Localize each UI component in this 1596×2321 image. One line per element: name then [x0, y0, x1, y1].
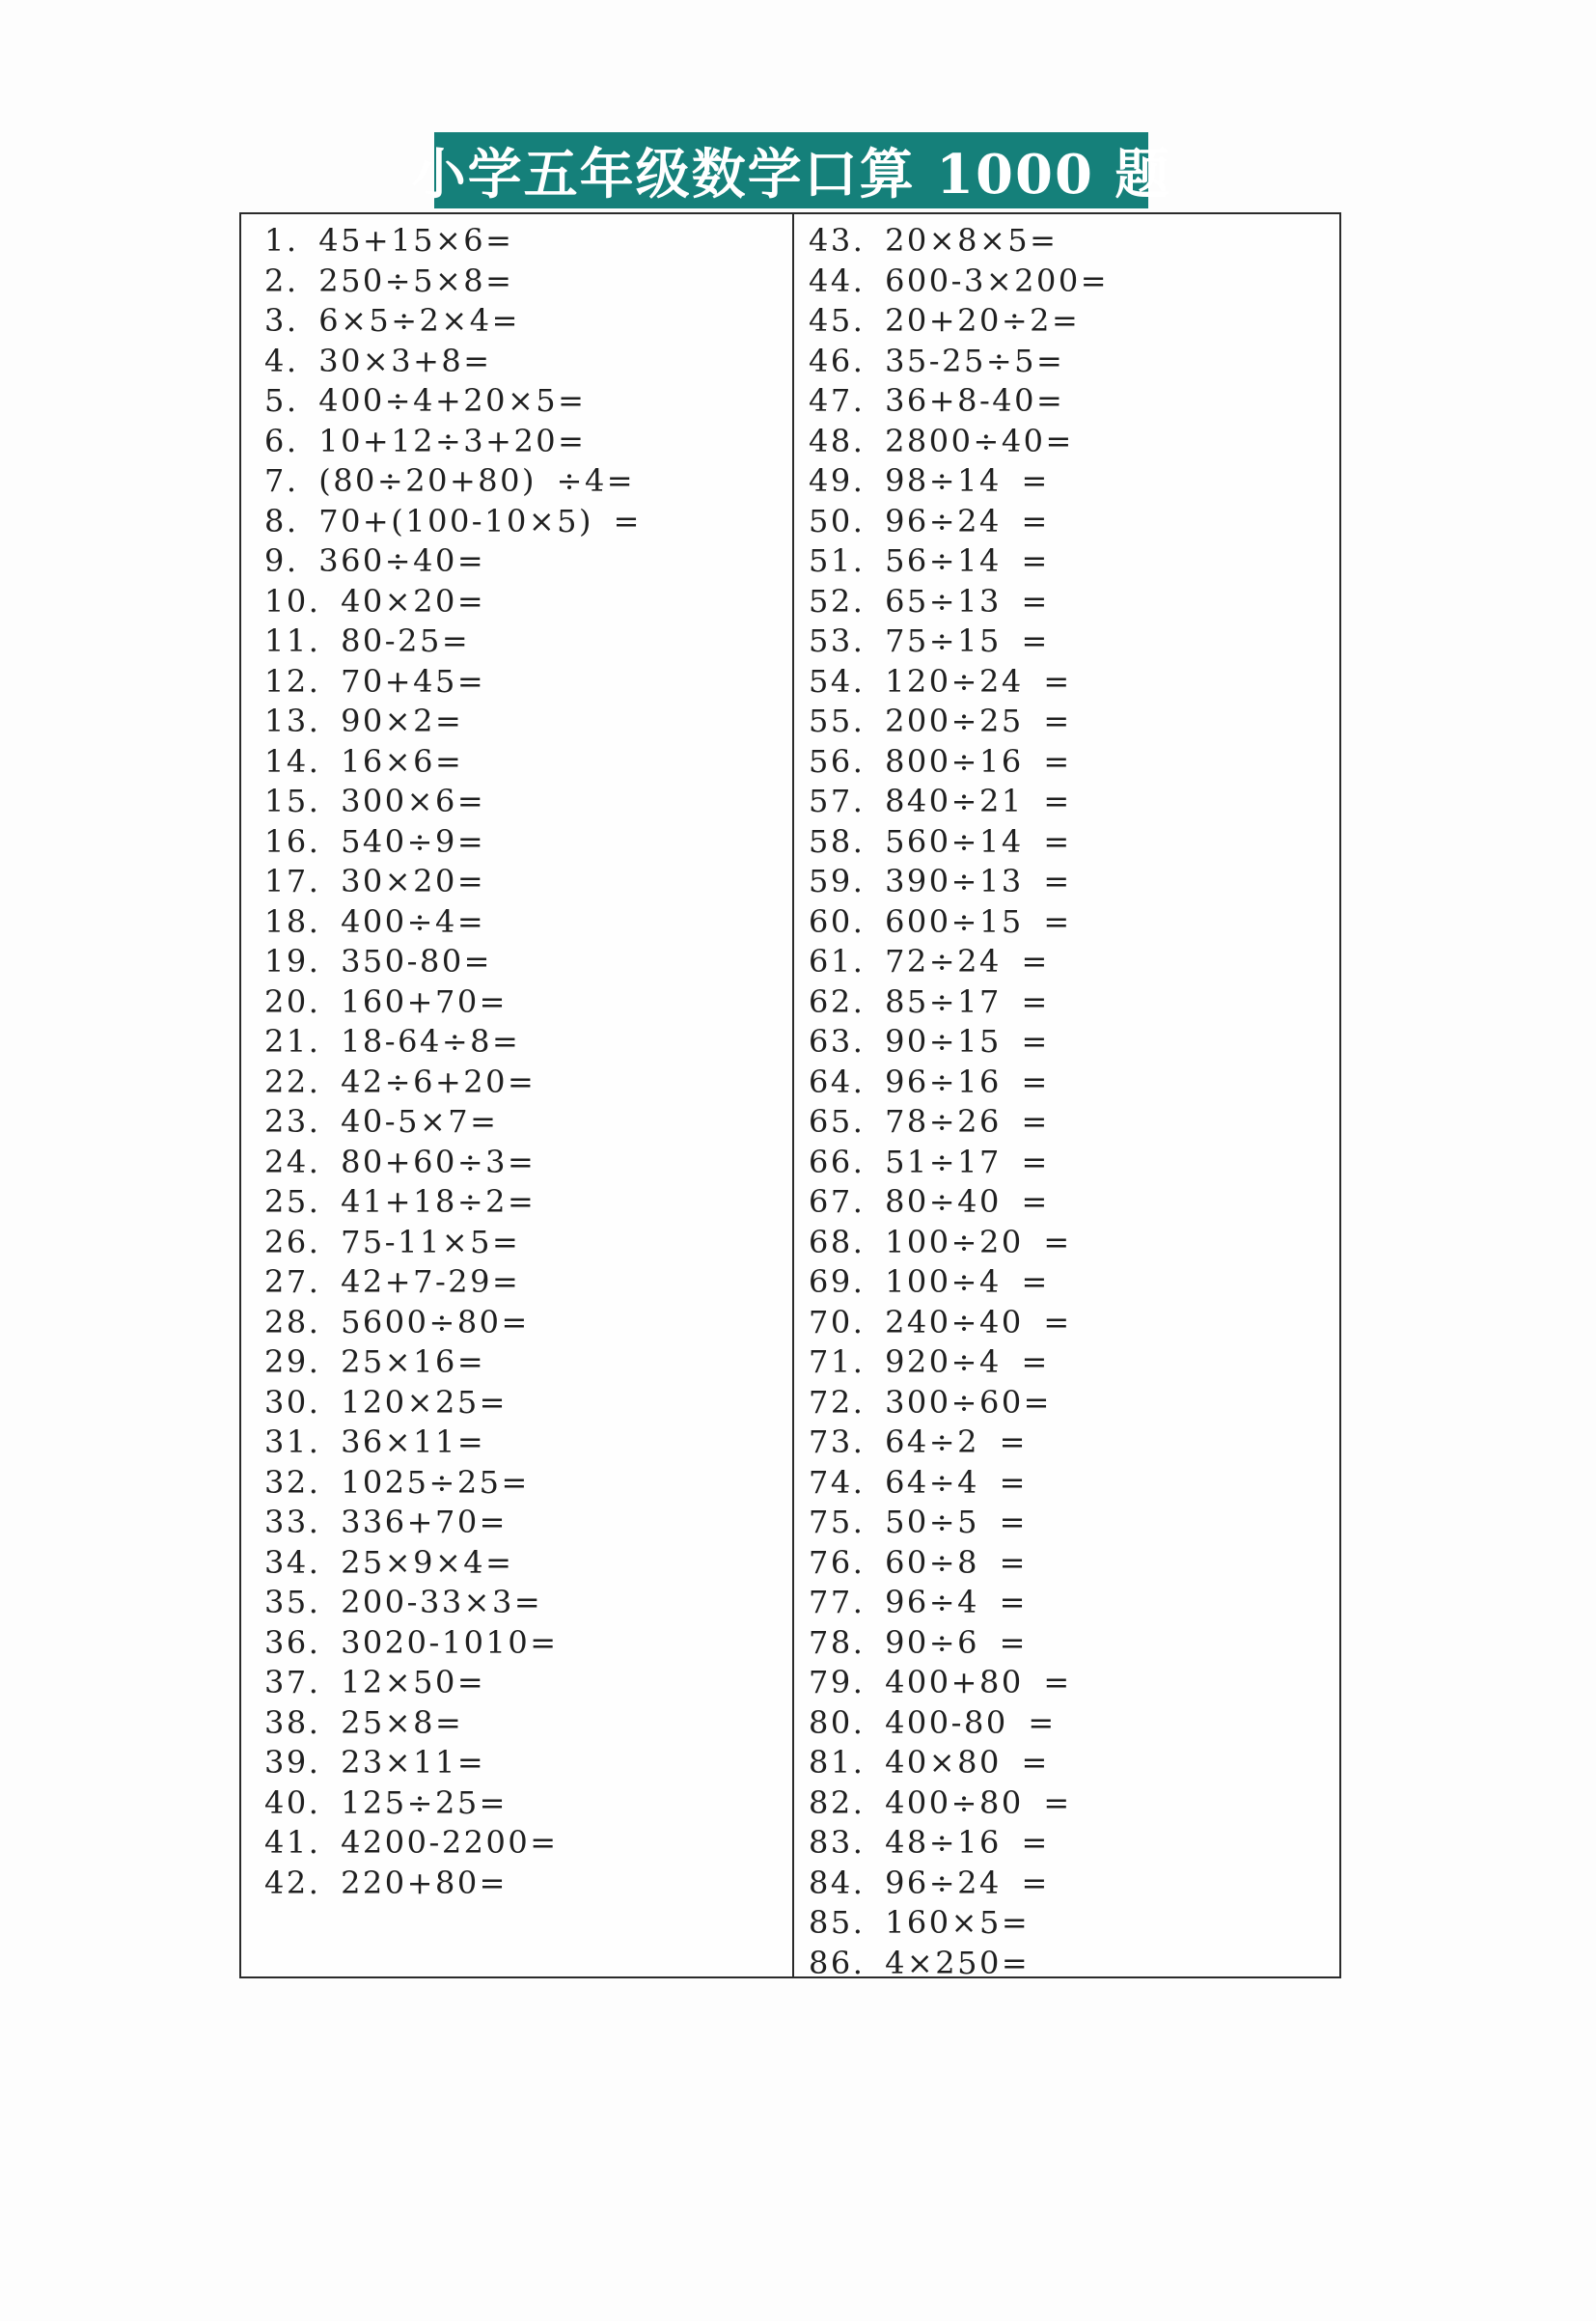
problems-table [239, 212, 1341, 1981]
problem-item: 39. 23×11= [264, 1744, 486, 1781]
problem-item: 36. 3020-1010= [264, 1623, 559, 1661]
problem-item: 40. 125÷25= [264, 1783, 508, 1821]
problem-item: 67. 80÷40 = [809, 1183, 1050, 1220]
problem-item: 16. 540÷9= [264, 822, 486, 860]
problem-item: 46. 35-25÷5= [809, 342, 1065, 379]
problem-item: 35. 200-33×3= [264, 1584, 543, 1620]
problem-item: 75. 50÷5 = [809, 1504, 1028, 1540]
problem-item: 70. 240÷40 = [809, 1303, 1072, 1340]
problem-item: 1. 45+15×6= [264, 222, 514, 259]
problem-item: 48. 2800÷40= [809, 422, 1074, 459]
problem-item: 19. 350-80= [264, 943, 492, 980]
problem-item: 62. 85÷17 = [809, 982, 1050, 1020]
problems-column-right [792, 214, 1339, 1981]
problem-item: 13. 90×2= [264, 703, 464, 739]
problem-item: 79. 400+80 = [809, 1664, 1072, 1700]
problem-item: 4. 30×3+8= [264, 342, 492, 379]
problem-item: 73. 64÷2 = [809, 1423, 1028, 1460]
problem-item: 83. 48÷16 = [809, 1824, 1050, 1861]
problem-item: 29. 25×16= [264, 1343, 486, 1380]
problem-item: 86. 4×250= [809, 1944, 1031, 1981]
problem-item: 10. 40×20= [264, 582, 486, 620]
problem-item: 2. 250÷5×8= [264, 262, 514, 299]
problem-item: 66. 51÷17 = [809, 1143, 1050, 1180]
problem-item: 60. 600÷15 = [809, 902, 1072, 940]
problem-item: 54. 120÷24 = [809, 662, 1072, 700]
problem-item: 77. 96÷4 = [809, 1584, 1028, 1620]
problem-item: 84. 96÷24 = [809, 1864, 1050, 1901]
problem-item: 56. 800÷16 = [809, 742, 1072, 780]
problem-item: 52. 65÷13 = [809, 582, 1050, 620]
problem-item: 55. 200÷25 = [809, 703, 1072, 739]
page-title-text: 小学五年级数学口算 1000 题 [411, 142, 1171, 207]
problem-item: 31. 36×11= [264, 1423, 486, 1460]
problem-item: 47. 36+8-40= [809, 382, 1065, 419]
problem-item: 15. 300×6= [264, 783, 486, 819]
problem-item: 17. 30×20= [264, 863, 486, 899]
problem-item: 24. 80+60÷3= [264, 1143, 537, 1180]
problem-item: 42. 220+80= [264, 1864, 508, 1901]
problem-item: 22. 42÷6+20= [264, 1063, 537, 1100]
problems-column-left [241, 214, 792, 1976]
problem-item: 59. 390÷13 = [809, 863, 1072, 899]
problem-item: 82. 400÷80 = [809, 1783, 1072, 1821]
problem-item: 71. 920÷4 = [809, 1343, 1050, 1380]
problem-item: 72. 300÷60= [809, 1383, 1052, 1421]
problem-item: 68. 100÷20 = [809, 1223, 1072, 1260]
problem-item: 50. 96÷24 = [809, 502, 1050, 539]
problem-item: 8. 70+(100-10×5) = [264, 502, 642, 539]
problem-item: 61. 72÷24 = [809, 943, 1050, 980]
problem-item: 14. 16×6= [264, 742, 464, 780]
problem-item: 76. 60÷8 = [809, 1543, 1028, 1581]
problem-item: 69. 100÷4 = [809, 1263, 1050, 1300]
problem-item: 5. 400÷4+20×5= [264, 382, 587, 419]
problem-item: 53. 75÷15 = [809, 622, 1050, 659]
problem-item: 12. 70+45= [264, 662, 486, 700]
problem-item: 64. 96÷16 = [809, 1063, 1050, 1100]
problem-item: 7. (80÷20+80) ÷4= [264, 462, 636, 499]
problem-item: 6. 10+12÷3+20= [264, 422, 587, 459]
problem-item: 81. 40×80 = [809, 1744, 1050, 1781]
problem-item: 41. 4200-2200= [264, 1824, 559, 1861]
problem-item: 3. 6×5÷2×4= [264, 302, 520, 339]
problem-item: 9. 360÷40= [264, 542, 486, 579]
problem-item: 37. 12×50= [264, 1664, 486, 1700]
problem-item: 34. 25×9×4= [264, 1543, 514, 1581]
problem-item: 43. 20×8×5= [809, 222, 1059, 259]
problem-item: 38. 25×8= [264, 1703, 464, 1741]
problem-item: 49. 98÷14 = [809, 462, 1050, 499]
problem-item: 33. 336+70= [264, 1504, 508, 1540]
problem-item: 11. 80-25= [264, 622, 471, 659]
problem-item: 30. 120×25= [264, 1383, 508, 1421]
problem-item: 32. 1025÷25= [264, 1463, 530, 1501]
problem-item: 44. 600-3×200= [809, 262, 1110, 299]
problem-item: 26. 75-11×5= [264, 1223, 521, 1260]
problem-item: 80. 400-80 = [809, 1703, 1057, 1741]
problem-item: 85. 160×5= [809, 1904, 1031, 1941]
problem-item: 18. 400÷4= [264, 902, 486, 940]
page-title [411, 132, 1171, 208]
problem-item: 65. 78÷26 = [809, 1103, 1050, 1140]
problem-item: 51. 56÷14 = [809, 542, 1050, 579]
problem-item: 20. 160+70= [264, 982, 508, 1020]
problem-item: 21. 18-64÷8= [264, 1023, 521, 1060]
problem-item: 57. 840÷21 = [809, 783, 1072, 819]
problem-item: 28. 5600÷80= [264, 1303, 530, 1340]
problem-item: 63. 90÷15 = [809, 1023, 1050, 1060]
problem-item: 45. 20+20÷2= [809, 302, 1081, 339]
problem-item: 58. 560÷14 = [809, 822, 1072, 860]
problem-item: 78. 90÷6 = [809, 1623, 1028, 1661]
problem-item: 74. 64÷4 = [809, 1463, 1028, 1501]
problem-item: 27. 42+7-29= [264, 1263, 521, 1300]
problem-item: 25. 41+18÷2= [264, 1183, 537, 1220]
problem-item: 23. 40-5×7= [264, 1103, 499, 1140]
